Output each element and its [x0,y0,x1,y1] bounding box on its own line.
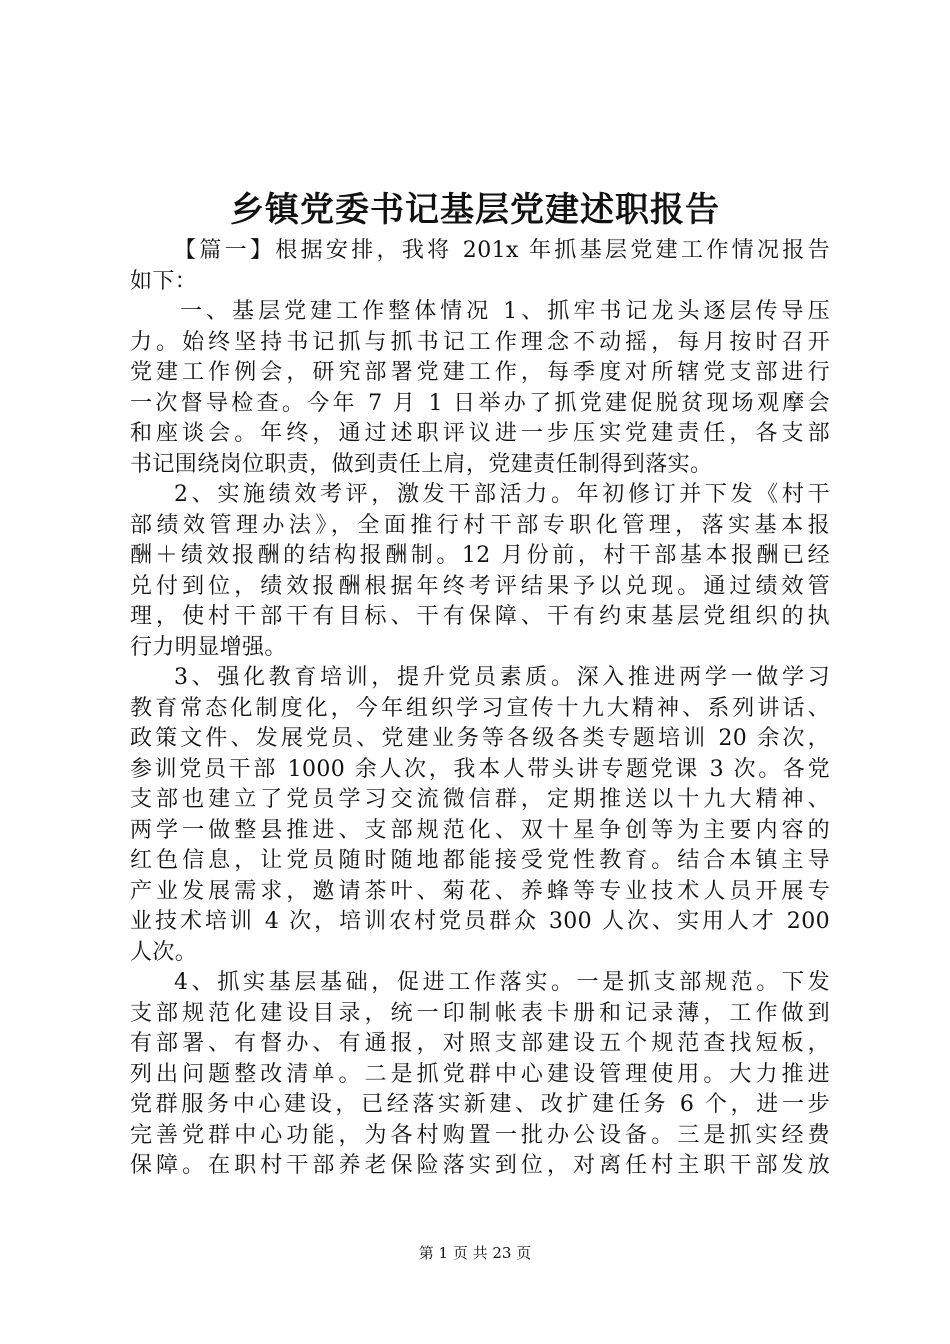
text-line: 力。始终坚持书记抓与抓书记工作理念不动摇，每月按时召开 [130,329,830,355]
text-line: 支部也建立了党员学习交流微信群，定期推送以十九大精神、 [130,787,830,812]
text-line: 3、强化教育培训，提升党员素质。深入推进两学一做学习 [174,665,830,690]
document-body [130,236,830,1182]
text-line: 2、实施绩效考评，激发干部活力。年初修订并下发《村干 [174,482,830,507]
text-line: 支部规范化建设目录，统一印制帐表卡册和记录薄，工作做到 [130,1000,830,1026]
text-line: 书记围绕岗位职责，做到责任上肩，党建责任制得到落实。 [130,451,713,477]
text-line: 完善党群中心功能，为各村购置一批办公设备。三是抓实经费 [130,1122,830,1148]
text-line: 人次。 [130,939,198,965]
text-line: 党群服务中心建设，已经落实新建、改扩建任务 6 个，进一步 [130,1092,830,1117]
text-line: 理，使村干部干有目标、干有保障、干有约束基层党组织的执 [130,604,830,629]
page-footer: 第 1 页 共 23 页 [418,1244,532,1262]
text-line: 保障。在职村干部养老保险落实到位，对离任村主职干部发放 [130,1153,830,1178]
text-line: 业技术培训 4 次，培训农村党员群众 300 人次、实用人才 200 [130,909,830,934]
text-line: 【篇一】根据安排，我将 201x 年抓基层党建工作情况报告 [174,238,830,263]
text-line: 产业发展需求，邀请茶叶、菊花、养蜂等专业技术人员开展专 [130,878,830,904]
text-line: 一、基层党建工作整体情况 1、抓牢书记龙头逐层传导压 [180,299,830,324]
text-line: 红色信息，让党员随时随地都能接受党性教育。结合本镇主导 [130,848,830,873]
text-line: 4、抓实基层基础，促进工作落实。一是抓支部规范。下发 [174,970,830,995]
text-line: 党建工作例会，研究部署党建工作，每季度对所辖党支部进行 [130,360,830,385]
text-line: 如下： [130,268,198,294]
text-line: 酬＋绩效报酬的结构报酬制。12 月份前，村干部基本报酬已经 [130,543,830,568]
text-line: 有部署、有督办、有通报，对照支部建设五个规范查找短板， [130,1031,830,1056]
text-line: 行力明显增强。 [130,634,287,660]
text-line: 列出问题整改清单。二是抓党群中心建设管理使用。大力推进 [130,1061,830,1087]
text-line: 一次督导检查。今年 7 月 1 日举办了抓党建促脱贫现场观摩会 [130,390,830,416]
text-line: 参训党员干部 1000 余人次，我本人带头讲专题党课 3 次。各党 [130,756,830,782]
text-line: 部绩效管理办法》，全面推行村干部专职化管理，落实基本报 [130,512,830,538]
document-title: 乡镇党委书记基层党建述职报告 [230,190,720,230]
text-line: 兑付到位，绩效报酬根据年终考评结果予以兑现。通过绩效管 [130,573,830,599]
text-line: 教育常态化制度化，今年组织学习宣传十九大精神、系列讲话、 [130,695,830,721]
text-line: 两学一做整县推进、支部规范化、双十星争创等为主要内容的 [130,817,830,843]
text-line: 政策文件、发展党员、党建业务等各级各类专题培训 20 余次， [130,726,830,751]
text-line: 和座谈会。年终，通过述职评议进一步压实党建责任，各支部 [130,421,830,446]
